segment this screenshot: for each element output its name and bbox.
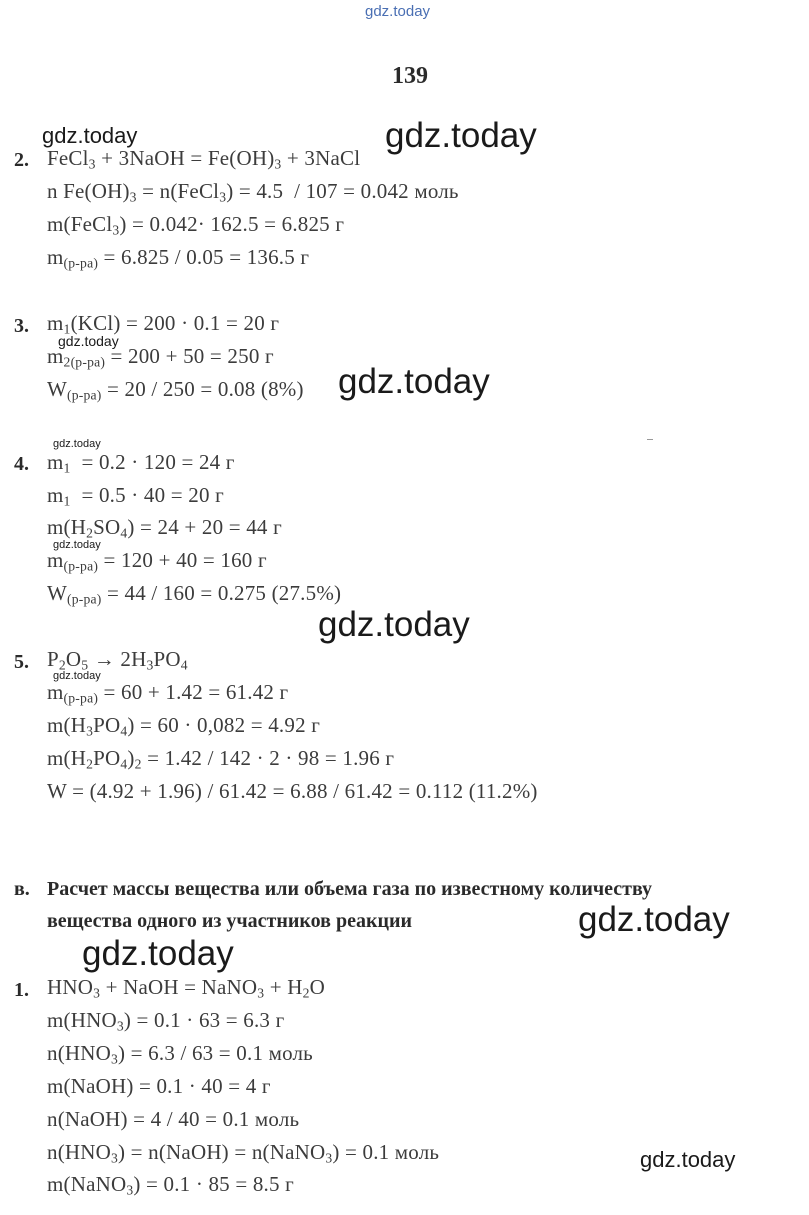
problem-line: $m(H_2SO_4) = 24 + 20 = 44$ г <box>47 515 282 541</box>
problem-line: $W_{(р-ра)} = 20 / 250 = 0.08$ (8%) <box>47 377 304 403</box>
problem-line: $n(HNO_3)$ = n(NaOH) = n(NaNO$_3$) = 0.1 моль <box>47 1140 440 1166</box>
watermark: gdz.today <box>318 605 470 644</box>
watermark: gdz.today <box>640 1147 736 1172</box>
problem-line: $m_{2(р-ра)} = 200 + 50 = 250$ г <box>47 344 274 370</box>
problem-line: $m_{(р-ра)} = 120 + 40 = 160$ г <box>47 548 267 574</box>
section-title-line2: вещества одного из участников реакции <box>47 910 413 932</box>
section-title-line1: Расчет массы вещества или объема газа по известному количеству <box>47 878 653 900</box>
watermark: gdz.today <box>53 670 101 682</box>
watermark: gdz.today <box>58 333 119 349</box>
problem-line: m(NaOH) = 0.1 · 40 = 4 г <box>47 1074 271 1098</box>
problem-number: 1. <box>14 979 29 1001</box>
problem-number: 3. <box>14 315 29 337</box>
problem-line: W = (4.92 + 1.96) / 61.42 = 6.88 / 61.42 = 0.112 (11.2%) <box>47 779 538 803</box>
watermark: gdz.today <box>578 900 730 939</box>
problem-line: $m_1(KCl) = 200 \cdot 0.1 = 20$ г <box>47 311 280 337</box>
problem-line: $HNO_3$ + NaOH = NaNO$_3$ + $H_2O$ <box>47 975 326 1001</box>
problem-line: n $Fe(OH)_3$ = n(FeCl$_3$) = 4.5 / 107 = 0.042 моль <box>47 179 459 205</box>
watermark: gdz.today <box>385 116 537 155</box>
watermark-top: gdz.today <box>365 3 431 20</box>
problem-line: $n(HNO_3) = 6.3 / 63 = 0.1$ моль <box>47 1041 313 1067</box>
problem-line: m(FeCl$_3$) = 0.042· 162.5 = 6.825 г <box>47 212 345 238</box>
problem-line: $W_{(р-ра)} = 44 / 160 = 0.275$ (27.5%) <box>47 581 342 607</box>
stray-mark <box>647 439 653 440</box>
watermark: gdz.today <box>338 362 490 401</box>
problem-number: 4. <box>14 453 29 475</box>
problem-line: FeCl$_3$ + 3NaOH = $Fe(OH)_3$ + 3NaCl <box>47 146 361 172</box>
watermark: gdz.today <box>82 934 234 973</box>
problem-line: $P_2O_5 \to 2H_3PO_4$ <box>47 647 188 673</box>
problem-line: $m_1 = 0.5 \cdot 40 = 20$ г <box>47 483 224 509</box>
problem-line: m(NaNO$_3$) = 0.1 · 85 = 8.5 г <box>47 1172 294 1198</box>
problem-line: $m(H_3PO_4) = 60 \cdot 0,082 = 4.92$ г <box>47 713 321 739</box>
problem-number: 2. <box>14 149 29 171</box>
problem-line: $m_{(р-ра)} = 6.825 / 0.05 = 136.5$ г <box>47 245 310 271</box>
watermark: gdz.today <box>53 539 101 551</box>
watermark: gdz.today <box>53 438 101 450</box>
page-number: 139 <box>392 63 428 89</box>
watermark: gdz.today <box>42 123 138 148</box>
problem-line: $m(H_2PO_4)_2 = 1.42 / 142 \cdot 2 \cdot 98 = 1.96$ г <box>47 746 395 772</box>
problem-line: $m_1 = 0.2 \cdot 120 = 24$ г <box>47 450 235 476</box>
problem-line: $m(HNO_3) = 0.1 \cdot 63 = 6.3$ г <box>47 1008 285 1034</box>
problem-line: n(NaOH) = 4 / 40 = 0.1 моль <box>47 1107 300 1131</box>
problem-number: 5. <box>14 651 29 673</box>
section-letter: в. <box>14 878 30 900</box>
problem-line: $m_{(р-ра)} = 60 + 1.42 = 61.42$ г <box>47 680 289 706</box>
